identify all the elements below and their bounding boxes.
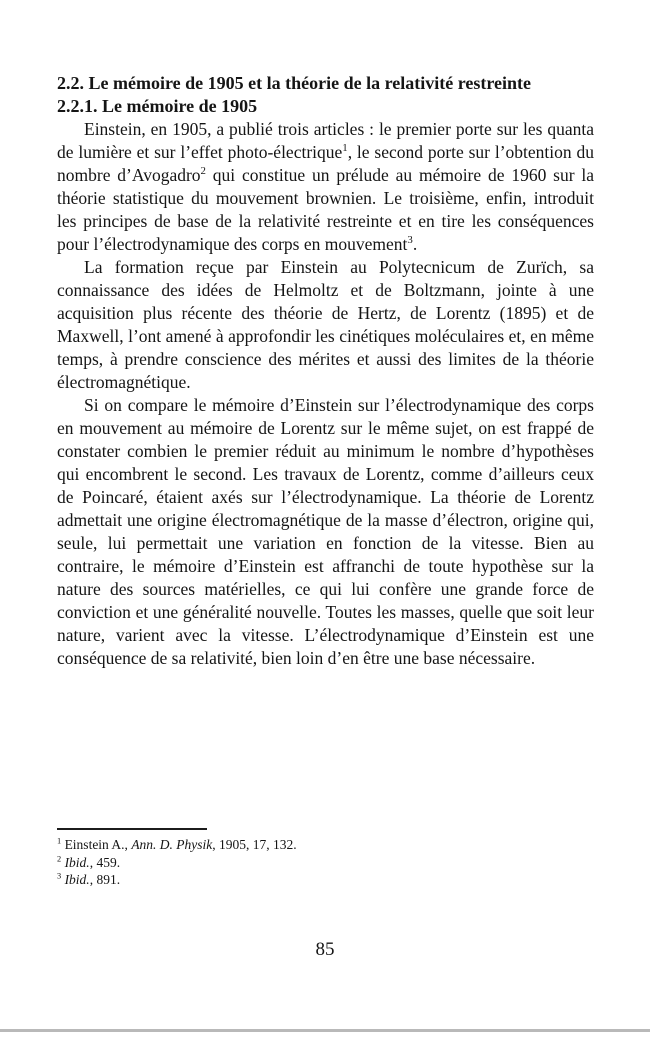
text-run: Ann. D. Physik [131,837,213,852]
footnote-block [57,828,594,889]
footnotes [57,836,594,889]
footnote-reference: 1 [342,142,348,155]
text-run: , 459. [89,854,121,870]
text-run: Si on compare le mémoire d’Einstein sur l’électrodynamique des corps en mouvement au mémoire de Lorentz sur le même sujet, on est frappé de constater combien le premier réduit au minimum le nombre d’hypothèses qui encombrent le second. Les travaux de Lorentz, comme d’ailleurs ceux de Poincaré, étaient axés sur l’électrodynamique. La théorie de Lorentz admettait une origine électromagnétique de la masse d’électron, origine qui, seule, lui permettait une variation en fonction de la vitesse. Bien au contraire, le mémoire d’Einstein est affranchi de toute hypothèse sur la nature des sources matérielles, ce qui lui confère une grande force de conviction et une généralité nouvelle. Toutes les masses, quelle que soit leur nature, varient avec la vitesse. L’électrodynamique d’Einstein est une conséquence de sa relativité, bien loin d’en être une base nécessaire. [57,395,594,668]
page-content [57,72,594,670]
text-run: , 891. [89,872,121,887]
footnote-separator [57,828,207,830]
paragraph [57,394,594,670]
paragraph [57,256,594,394]
text-run: qui constitue un prélude au mémoire de 1960 sur la théorie statistique du mouvement brownien. Le troisième, enfin, introduit les principes de base de la relativité restreinte et en tire les conséquences pour l’électrodynamique des corps en mouvement [57,165,594,254]
text-run: Ibid. [64,854,90,870]
text-run: . [412,234,418,254]
section-heading: 2.2. Le mémoire de 1905 et la théorie de la relativité restreinte [57,73,532,93]
page-number: 85 [315,939,335,960]
subsection-heading: 2.2.1. Le mémoire de 1905 [57,96,258,116]
footnote [57,854,594,872]
text-run: Einstein, en 1905, a publié trois articles : le premier porte sur les quanta de lumière et sur l’effet photo-électrique [57,119,594,162]
paragraph [57,118,594,256]
footnote-reference: 3 [407,234,413,247]
text-run: , 1905, 17, 132. [212,837,297,852]
text-run: Einstein A., [61,837,132,852]
body-paragraphs [57,118,594,670]
footnote-reference: 1 [57,836,62,846]
footnote [57,871,594,889]
scan-edge-artifact [0,1029,650,1032]
footnote-reference: 3 [57,871,62,881]
footnote [57,836,594,854]
footnote-reference: 2 [57,854,62,863]
text-run: Ibid. [64,872,90,887]
footnote-reference: 2 [200,165,206,178]
text-run: , le second porte sur l’obtention du nombre d’Avogadro [57,142,594,185]
text-run: La formation reçue par Einstein au Polytecnicum de Zurïch, sa connaissance des idées de Helmoltz et de Boltzmann, jointe à une acquisition plus récente des théorie de Hertz, de Lorentz (1895) et de Maxwell, l’ont amené à approfondir les cinétiques moléculaires et, en même temps, à prendre conscience des mérites et aussi des limites de la théorie électromagnétique. [57,257,594,392]
